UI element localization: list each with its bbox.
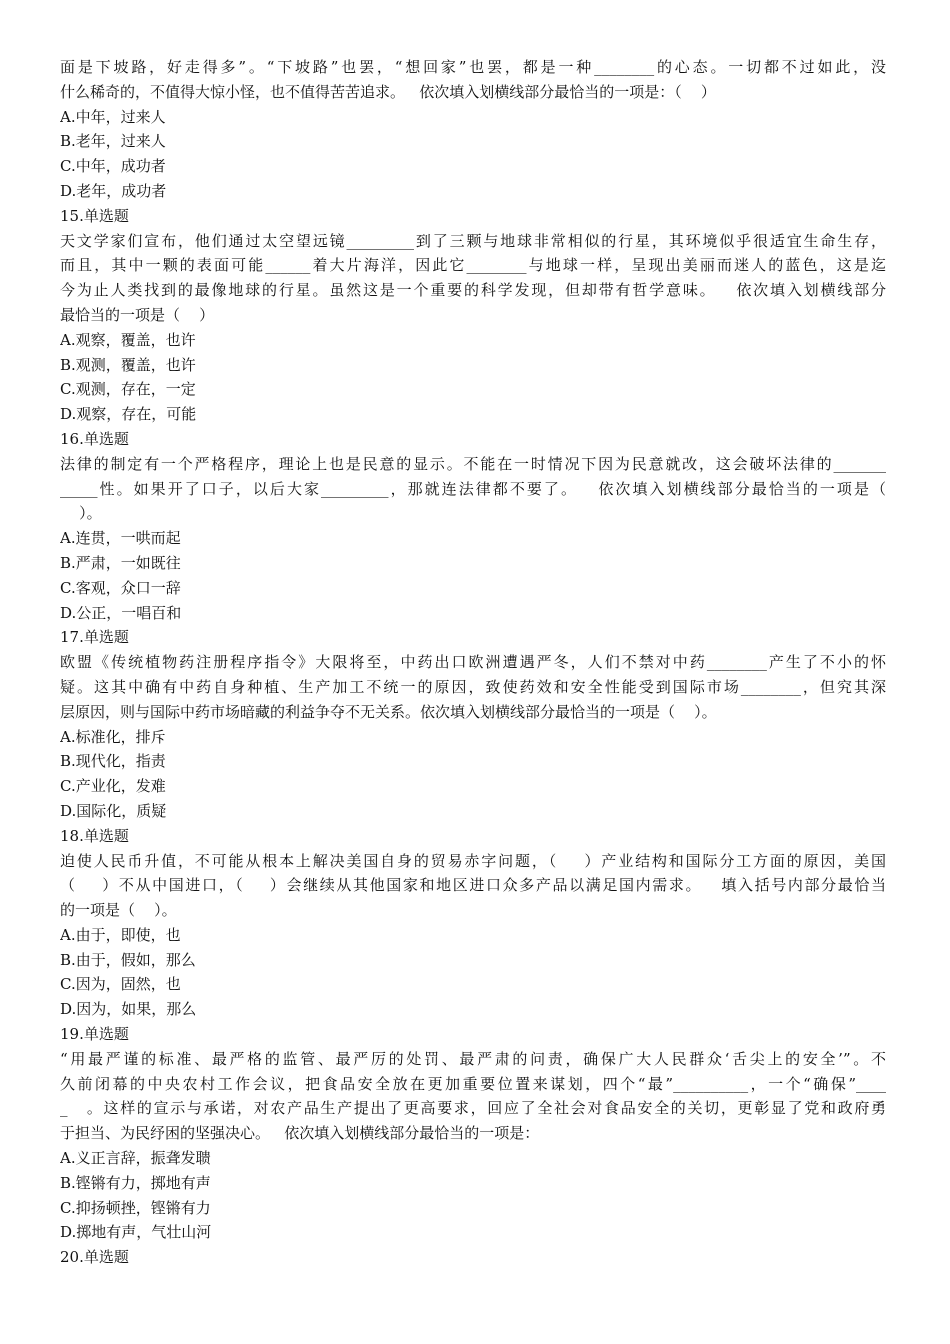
answer-option: D.掷地有声，气壮山河 [60,1223,212,1242]
question-text-line: _____性。如果开了口子，以后大家_________，那就连法律都不要了。 依次填入划横线部分最恰当的一项是（ [60,479,886,498]
answer-option: D.老年，成功者 [60,181,167,200]
answer-option: C.抑扬顿挫，铿锵有力 [60,1198,211,1217]
question-text-line: 最恰当的一项是（ ） [60,305,215,324]
question-heading: 16.单选题 [60,429,129,448]
question-text-line: 的一项是（ ）。 [60,901,177,920]
question-text-line: 天文学家们宣布，他们通过太空望远镜_________到了三颗与地球非常相似的行星，其环境似乎很适宜生命生存， [60,231,886,250]
answer-option: C.观测，存在，一定 [60,380,196,399]
answer-option: B.严肃，一如既往 [60,553,181,572]
answer-option: B.由于，假如，那么 [60,950,196,969]
question-text-line: ）。 [60,504,102,523]
question-text-line: 而且，其中一颗的表面可能______着大片海洋，因此它________与地球一样，呈现出美丽而迷人的蓝色，这是迄 [60,256,886,275]
answer-option: C.产业化，发难 [60,777,166,796]
question-heading: 20.单选题 [60,1248,129,1267]
answer-option: B.铿锵有力，掷地有声 [60,1173,211,1192]
answer-option: A.连贯，一哄而起 [60,529,181,548]
question-heading: 17.单选题 [60,628,129,647]
question-text-line: 久前闭幕的中央农村工作会议，把食品安全放在更加重要位置来谋划，四个“最”__________，一个“确保”____ [60,1074,886,1093]
answer-option: C.客观，众口一辞 [60,578,181,597]
answer-option: D.观察，存在，可能 [60,405,197,424]
question-text-line: 层原因，则与国际中药市场暗藏的利益争夺不无关系。依次填入划横线部分最恰当的一项是（ ）。 [60,702,717,721]
question-text-line: （ ）不从中国进口，（ ）会继续从其他国家和地区进口众多产品以满足国内需求。 填入括号内部分最恰当 [60,876,886,895]
answer-option: B.现代化，指责 [60,752,166,771]
question-text-line: 什么稀奇的，不值得大惊小怪，也不值得苦苦追求。 依次填入划横线部分最恰当的一项是：（ ） [60,82,716,101]
answer-option: A.义正言辞，振聋发聩 [60,1149,211,1168]
answer-option: A.由于，即使，也 [60,925,181,944]
question-text-line: 今为止人类找到的最像地球的行星。虽然这是一个重要的科学发现，但却带有哲学意味。 依次填入划横线部分 [60,281,886,300]
question-heading: 15.单选题 [60,206,129,225]
answer-option: C.中年，成功者 [60,157,166,176]
question-text-line: 于担当、为民纾困的坚强决心。 依次填入划横线部分最恰当的一项是： [60,1124,540,1143]
answer-option: A.中年，过来人 [60,107,166,126]
question-text-line: 疑。这其中确有中药自身种植、生产加工不统一的原因，致使药效和安全性能受到国际市场________，但究其深 [60,677,886,696]
answer-option: D.国际化，质疑 [60,801,167,820]
answer-option: C.因为，固然，也 [60,975,181,994]
question-heading: 19.单选题 [60,1025,129,1044]
answer-option: D.因为，如果，那么 [60,1000,197,1019]
answer-option: D.公正，一唱百和 [60,603,182,622]
question-text-line: 迫使人民币升值，不可能从根本上解决美国自身的贸易赤字问题，（ ）产业结构和国际分工方面的原因，美国 [60,851,886,870]
answer-option: B.老年，过来人 [60,132,166,151]
question-text-line: 面是下坡路，好走得多”。“下坡路”也罢，“想回家”也罢，都是一种________的心态。一切都不过如此，没 [60,58,886,76]
answer-option: A.观察，覆盖，也许 [60,330,196,349]
answer-option: A.标准化，排斥 [60,727,166,746]
question-heading: 18.单选题 [60,826,129,845]
question-text-line: “用最严谨的标准、最严格的监管、最严厉的处罚、最严肃的问责，确保广大人民群众‘舌尖上的安全’”。不 [60,1049,886,1068]
question-text-line: 法律的制定有一个严格程序，理论上也是民意的显示。不能在一时情况下因为民意就改，这会破坏法律的_______ [60,454,886,473]
answer-option: B.观测，覆盖，也许 [60,355,196,374]
question-text-line: _ 。这样的宣示与承诺，对农产品生产提出了更高要求，回应了全社会对食品安全的关切，更彰显了党和政府勇 [60,1099,886,1118]
question-text-line: 欧盟《传统植物药注册程序指令》大限将至，中药出口欧洲遭遇严冬，人们不禁对中药________产生了不小的怀 [60,653,886,672]
